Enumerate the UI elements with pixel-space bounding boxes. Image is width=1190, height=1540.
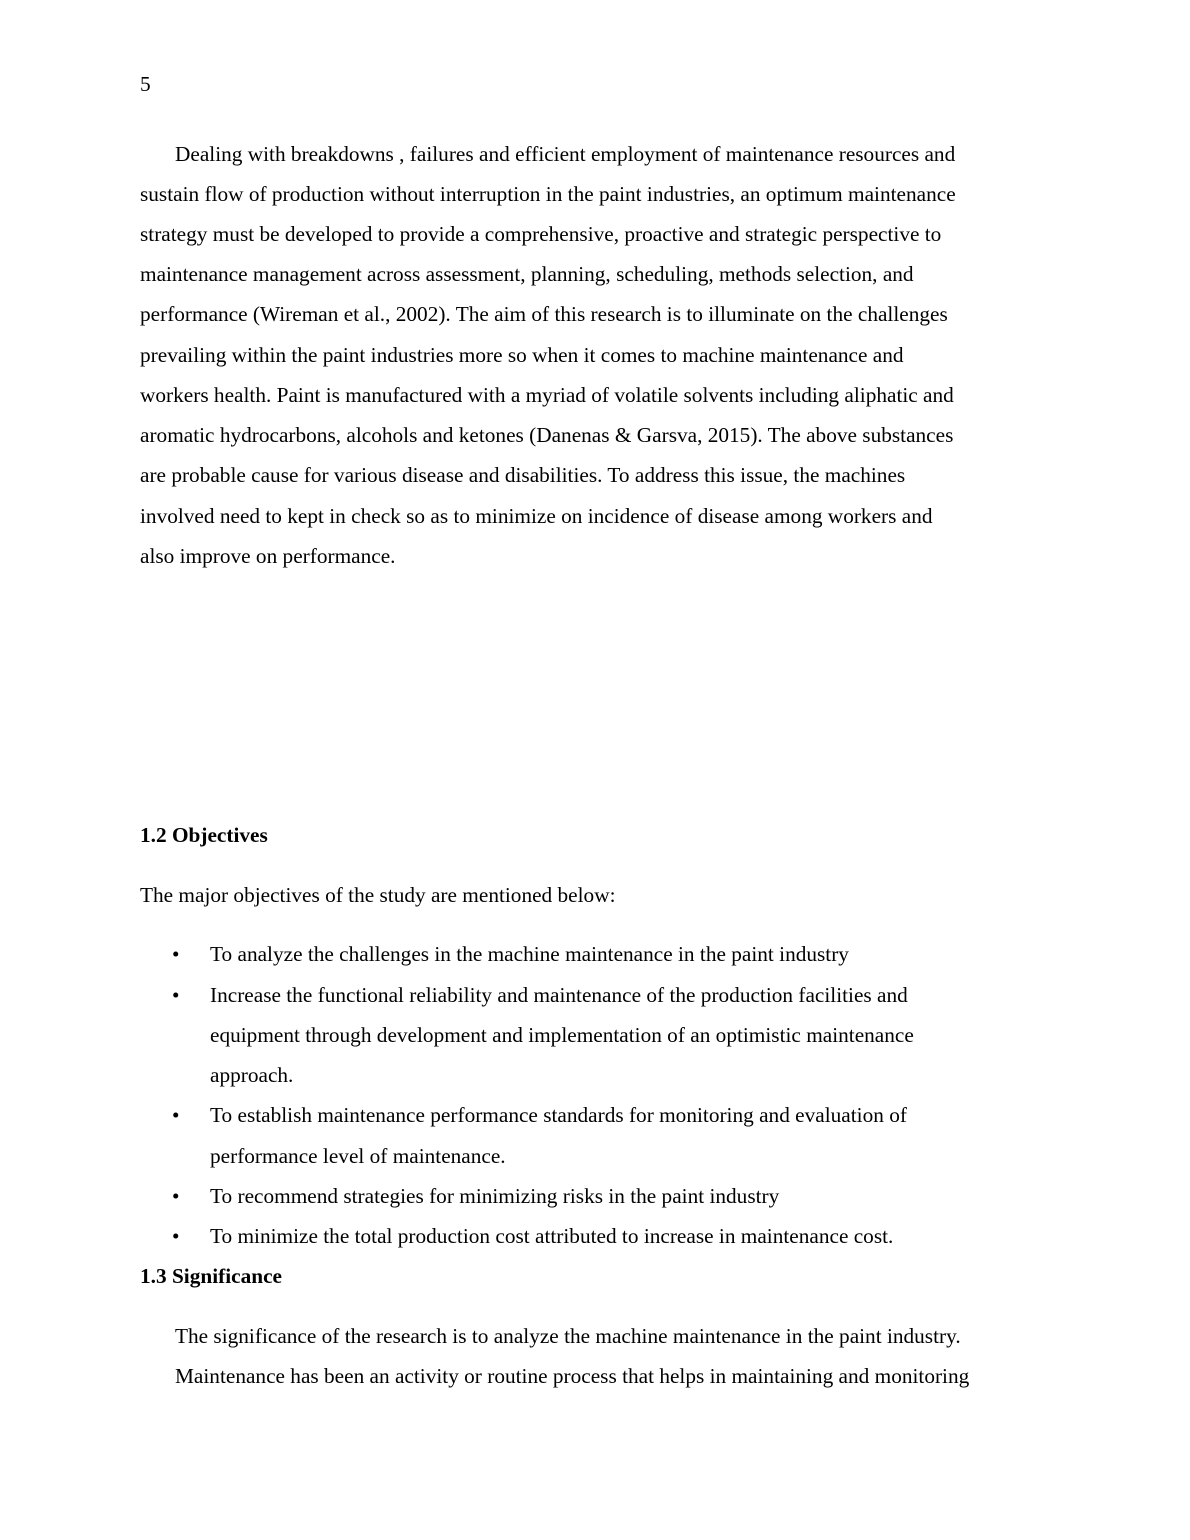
paragraph-line: workers health. Paint is manufactured with a myriad of volatile solvents including aliphatic and: [140, 383, 954, 407]
bullet-marker: •: [172, 1224, 180, 1248]
bullet-marker: •: [172, 1184, 180, 1208]
objectives-intro: The major objectives of the study are mentioned below:: [140, 883, 616, 907]
section-heading-significance: 1.3 Significance: [140, 1264, 282, 1288]
list-item-text: To minimize the total production cost attributed to increase in maintenance cost.: [210, 1224, 894, 1248]
page-number: 5: [140, 72, 151, 96]
list-item-text: To establish maintenance performance standards for monitoring and evaluation of: [210, 1103, 907, 1127]
paragraph-line: Maintenance has been an activity or routine process that helps in maintaining and monitoring: [175, 1364, 970, 1388]
paragraph-line: strategy must be developed to provide a comprehensive, proactive and strategic perspective to: [140, 222, 942, 246]
paragraph-line: involved need to kept in check so as to minimize on incidence of disease among workers and: [140, 504, 933, 528]
bullet-marker: •: [172, 983, 180, 1007]
list-item-text: performance level of maintenance.: [210, 1144, 506, 1168]
paragraph-line: prevailing within the paint industries more so when it comes to machine maintenance and: [140, 343, 904, 367]
paragraph-line: also improve on performance.: [140, 544, 396, 568]
list-item-text: To recommend strategies for minimizing risks in the paint industry: [210, 1184, 780, 1208]
paragraph-line: are probable cause for various disease and disabilities. To address this issue, the machines: [140, 463, 906, 487]
paragraph-line: performance (Wireman et al., 2002). The aim of this research is to illuminate on the challenges: [140, 302, 948, 326]
list-item-text: equipment through development and implementation of an optimistic maintenance: [210, 1023, 914, 1047]
paragraph-line: maintenance management across assessment, planning, scheduling, methods selection, and: [140, 262, 914, 286]
paragraph-line: Dealing with breakdowns , failures and efficient employment of maintenance resources and: [175, 142, 956, 166]
list-item-text: To analyze the challenges in the machine maintenance in the paint industry: [210, 942, 849, 966]
list-item-text: approach.: [210, 1063, 294, 1087]
bullet-marker: •: [172, 942, 180, 966]
paragraph-line: sustain flow of production without interruption in the paint industries, an optimum maintenance: [140, 182, 956, 206]
list-item-text: Increase the functional reliability and maintenance of the production facilities and: [210, 983, 908, 1007]
section-heading-objectives: 1.2 Objectives: [140, 823, 268, 847]
paragraph-line: The significance of the research is to analyze the machine maintenance in the paint industry.: [175, 1324, 961, 1348]
paragraph-line: aromatic hydrocarbons, alcohols and ketones (Danenas & Garsva, 2015). The above substances: [140, 423, 954, 447]
bullet-marker: •: [172, 1103, 180, 1127]
